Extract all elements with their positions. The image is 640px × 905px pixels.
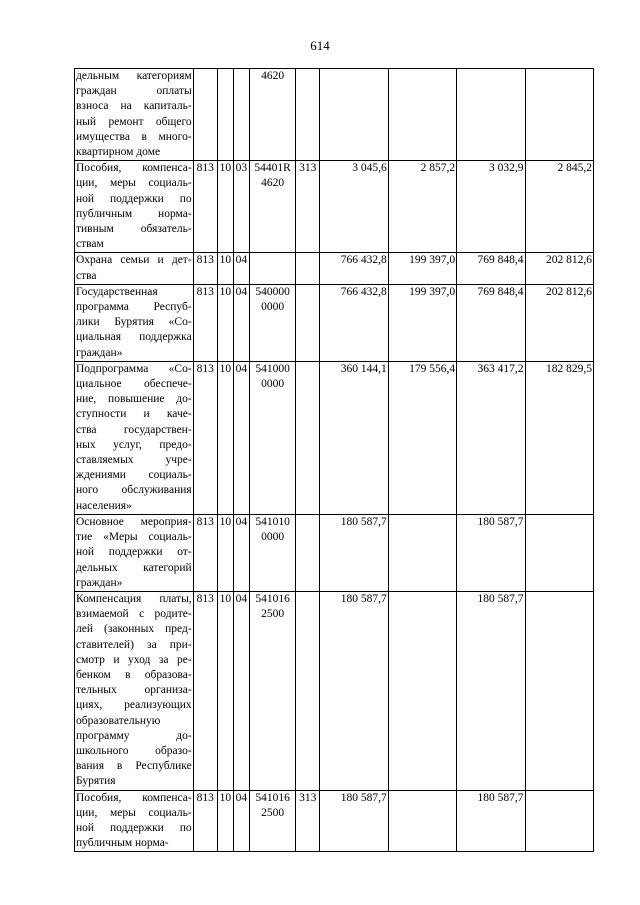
amount-cell-v2 <box>388 591 456 790</box>
item-name-line: программу до- <box>76 729 192 742</box>
item-name-line: образовательную <box>76 714 161 727</box>
amount-cell-v3 <box>457 69 525 161</box>
amount-cell-v3: 769 848,4 <box>457 253 525 284</box>
amount-cell-v1: 766 432,8 <box>320 284 388 361</box>
expense-type-cell <box>296 514 320 591</box>
amount-cell-v4 <box>525 591 593 790</box>
item-name-line: лики Бурятия «Со- <box>76 316 192 329</box>
amount-cell-v4 <box>525 790 593 852</box>
item-name-cell <box>75 361 194 514</box>
ministry-code-cell: 813 <box>193 361 217 514</box>
item-name-line: ствам <box>76 238 104 251</box>
amount-cell-v2: 179 556,4 <box>388 361 456 514</box>
target-article-cell <box>249 790 295 852</box>
item-name-line: ного обслуживания <box>76 484 192 497</box>
item-name-line: тие «Меры социаль- <box>76 531 192 544</box>
amount-cell-v3: 3 032,9 <box>457 161 525 253</box>
amount-cell-v3: 769 848,4 <box>457 284 525 361</box>
subsection-code-cell: 04 <box>233 790 249 852</box>
item-name-line: Государственная <box>76 285 158 298</box>
item-name-line: ной поддержки по <box>76 192 192 205</box>
item-name-line: взноса на капиталь- <box>76 100 192 113</box>
section-code-cell: 10 <box>217 161 233 253</box>
item-name-line: вания в Республике <box>76 760 192 773</box>
item-name-cell <box>75 284 194 361</box>
subsection-code-cell: 04 <box>233 284 249 361</box>
item-name-line: ции, меры социаль- <box>76 806 192 819</box>
section-code-cell: 10 <box>217 514 233 591</box>
item-name-line: граждан» <box>76 576 123 589</box>
amount-cell-v2 <box>388 69 456 161</box>
target-article-line: 4620 <box>261 177 285 190</box>
expense-type-cell <box>296 69 320 161</box>
subsection-code-cell: 04 <box>233 514 249 591</box>
item-name-line: ной поддержки от- <box>76 546 192 559</box>
amount-cell-v1: 180 587,7 <box>320 591 388 790</box>
item-name-line: школьного образо- <box>76 744 192 757</box>
ministry-code-cell: 813 <box>193 284 217 361</box>
expense-type-cell <box>296 284 320 361</box>
item-name-line: ждениями социаль- <box>76 469 192 482</box>
table-row <box>75 514 594 591</box>
item-name-line: ства государствен- <box>76 423 192 436</box>
subsection-code-cell: 04 <box>233 361 249 514</box>
item-name-line: ной поддержки по <box>76 821 192 834</box>
target-article-cell <box>249 161 295 253</box>
amount-cell-v1: 360 144,1 <box>320 361 388 514</box>
item-name-cell <box>75 161 194 253</box>
item-name-line: ставляемых учре- <box>76 454 192 467</box>
table-row <box>75 591 594 790</box>
item-name-line: граждан» <box>76 346 123 359</box>
item-name-line: Охрана семьи и дет- <box>76 254 192 267</box>
item-name-line: публичным норма- <box>76 207 192 220</box>
item-name-cell <box>75 591 194 790</box>
target-article-cell <box>249 361 295 514</box>
target-article-line: 4620 <box>261 70 285 82</box>
item-name-line: населения» <box>76 499 132 512</box>
item-name-line: циальная поддержка <box>76 331 192 344</box>
table-row <box>75 253 594 284</box>
page-number: 614 <box>310 38 330 53</box>
item-name-cell <box>75 253 194 284</box>
item-name-line: Бурятия <box>76 775 116 788</box>
item-name-line: ставителей) за при- <box>76 638 192 651</box>
item-name-cell <box>75 69 194 161</box>
item-name-line: имущества в много- <box>76 130 192 143</box>
item-name-line: Пособия, компенса- <box>76 162 192 175</box>
ministry-code-cell: 813 <box>193 514 217 591</box>
item-name-line: смотр и уход за ре- <box>76 653 192 666</box>
amount-cell-v3: 363 417,2 <box>457 361 525 514</box>
table-row <box>75 69 594 161</box>
expense-type-cell: 313 <box>296 790 320 852</box>
expense-type-cell <box>296 253 320 284</box>
item-name-line: квартирном доме <box>76 146 161 159</box>
amount-cell-v1: 180 587,7 <box>320 514 388 591</box>
target-article-line: 54401R <box>254 162 291 175</box>
item-name-cell <box>75 514 194 591</box>
item-name-line: ных услуг, предо- <box>76 438 192 451</box>
item-name-line: ства <box>76 269 97 282</box>
expense-type-cell: 313 <box>296 161 320 253</box>
item-name-line: программа Респуб- <box>76 301 192 314</box>
target-article-cell <box>249 69 295 161</box>
item-name-line: тивным обязатель- <box>76 223 192 236</box>
subsection-code-cell <box>233 69 249 161</box>
item-name-line: граждан оплаты <box>76 85 192 98</box>
section-code-cell: 10 <box>217 790 233 852</box>
item-name-line: циальное обеспече- <box>76 378 192 391</box>
amount-cell-v2: 199 397,0 <box>388 284 456 361</box>
target-article-cell <box>249 514 295 591</box>
amount-cell-v1: 766 432,8 <box>320 253 388 284</box>
amount-cell-v1 <box>320 69 388 161</box>
item-name-line: лей (законных пред- <box>76 623 192 636</box>
amount-cell-v2: 2 857,2 <box>388 161 456 253</box>
target-article-line: 2500 <box>261 806 285 819</box>
table-row <box>75 161 594 253</box>
item-name-line: тельных организа- <box>76 684 192 697</box>
target-article-cell <box>249 591 295 790</box>
subsection-code-cell: 04 <box>233 253 249 284</box>
item-name-line: дельных категорий <box>76 561 192 574</box>
section-code-cell: 10 <box>217 361 233 514</box>
amount-cell-v4: 2 845,2 <box>525 161 593 253</box>
amount-cell-v4: 202 812,6 <box>525 284 593 361</box>
item-name-line: Основное мероприя- <box>76 515 192 528</box>
ministry-code-cell: 813 <box>193 591 217 790</box>
target-article-line: 0000 <box>261 531 285 544</box>
amount-cell-v2 <box>388 514 456 591</box>
amount-cell-v3: 180 587,7 <box>457 514 525 591</box>
item-name-line: ции, меры социаль- <box>76 177 192 190</box>
subsection-code-cell: 04 <box>233 591 249 790</box>
amount-cell-v4 <box>525 69 593 161</box>
amount-cell-v4 <box>525 514 593 591</box>
amount-cell-v3: 180 587,7 <box>457 591 525 790</box>
expense-type-cell <box>296 361 320 514</box>
item-name-line: Компенсация платы, <box>76 592 192 605</box>
target-article-line: 541016 <box>255 791 290 804</box>
amount-cell-v2 <box>388 790 456 852</box>
amount-cell-v2: 199 397,0 <box>388 253 456 284</box>
target-article-line: 0000 <box>261 378 285 391</box>
amount-cell-v1: 180 587,7 <box>320 790 388 852</box>
item-name-line: ступности и каче- <box>76 408 192 421</box>
amount-cell-v1: 3 045,6 <box>320 161 388 253</box>
amount-cell-v4: 182 829,5 <box>525 361 593 514</box>
item-name-line: ние, повышение до- <box>76 393 192 406</box>
budget-table <box>74 68 594 852</box>
target-article-line: 541016 <box>255 592 290 605</box>
section-code-cell: 10 <box>217 284 233 361</box>
item-name-line: публичным норма- <box>76 837 169 850</box>
item-name-line: взимаемой с родите- <box>76 608 192 621</box>
table-body <box>75 69 594 852</box>
amount-cell-v4: 202 812,6 <box>525 253 593 284</box>
target-article-line: 540000 <box>255 285 290 298</box>
item-name-cell <box>75 790 194 852</box>
item-name-line: Пособия, компенса- <box>76 791 192 804</box>
item-name-line: бенком в образова- <box>76 668 192 681</box>
ministry-code-cell <box>193 69 217 161</box>
item-name-line: дельным категориям <box>76 70 192 82</box>
section-code-cell <box>217 69 233 161</box>
item-name-line: циях, реализующих <box>76 699 192 712</box>
table-row <box>75 284 594 361</box>
table-row <box>75 790 594 852</box>
target-article-line: 0000 <box>261 301 285 314</box>
subsection-code-cell: 03 <box>233 161 249 253</box>
section-code-cell: 10 <box>217 591 233 790</box>
ministry-code-cell: 813 <box>193 253 217 284</box>
target-article-cell <box>249 253 295 284</box>
target-article-line: 2500 <box>261 608 285 621</box>
target-article-line: 541010 <box>255 515 290 528</box>
amount-cell-v3: 180 587,7 <box>457 790 525 852</box>
item-name-line: Подпрограмма «Со- <box>76 362 192 375</box>
target-article-cell <box>249 284 295 361</box>
expense-type-cell <box>296 591 320 790</box>
ministry-code-cell: 813 <box>193 161 217 253</box>
table-row <box>75 361 594 514</box>
section-code-cell: 10 <box>217 253 233 284</box>
target-article-line: 541000 <box>255 362 290 375</box>
item-name-line: ный ремонт общего <box>76 115 192 128</box>
ministry-code-cell: 813 <box>193 790 217 852</box>
